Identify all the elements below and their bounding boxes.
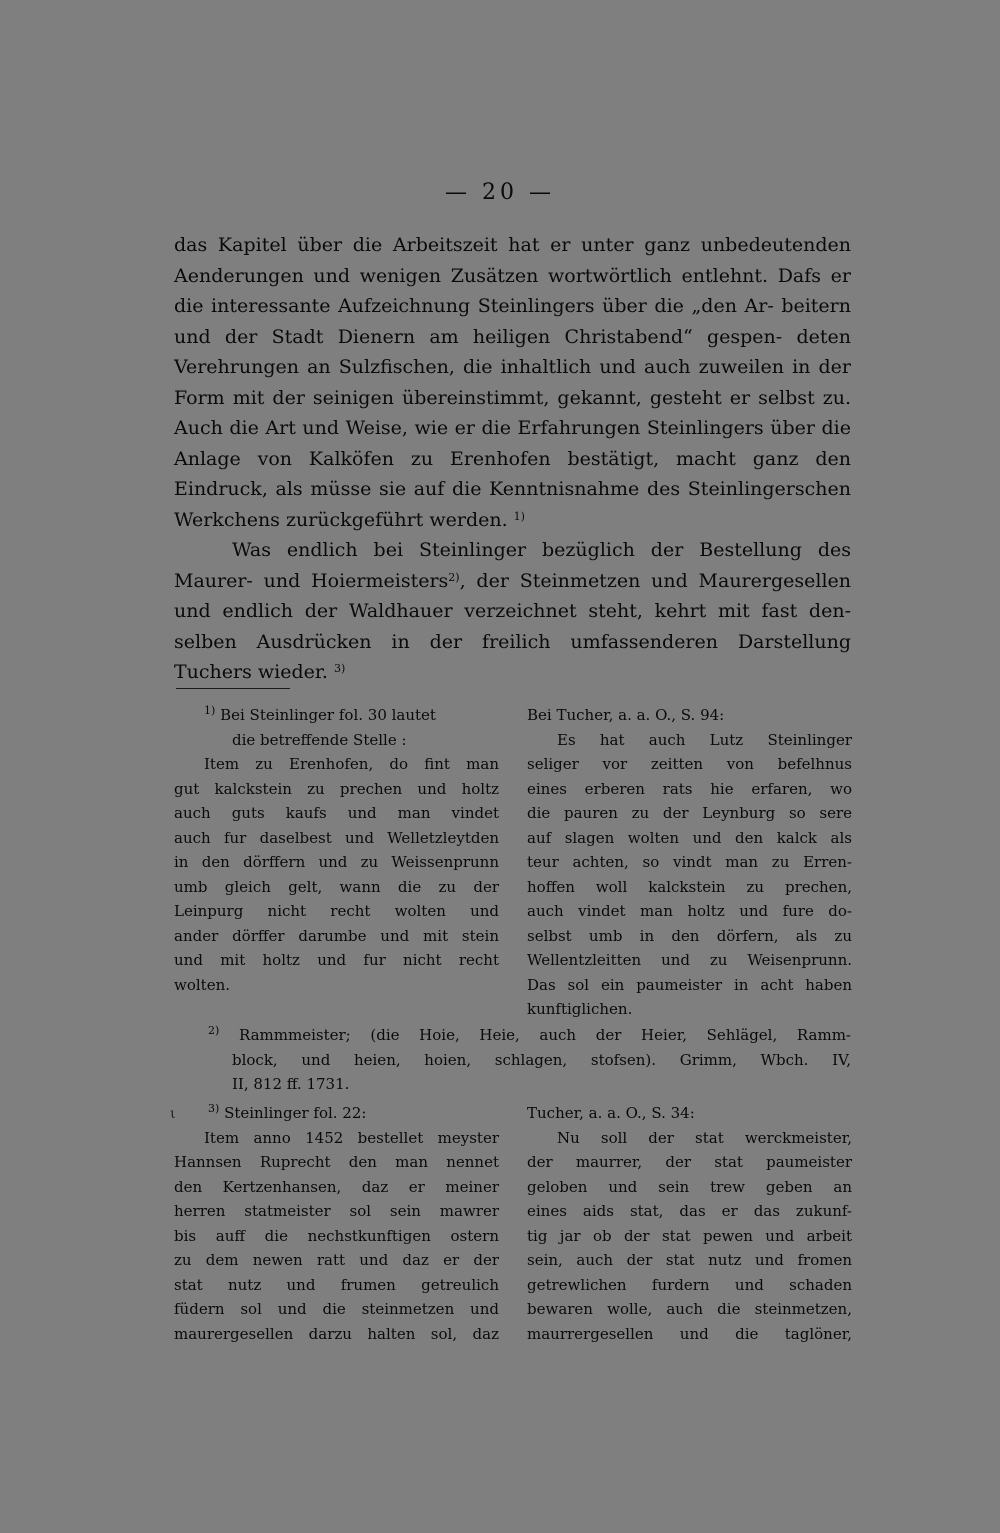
text-line: Aenderungen und wenigen Zusätzen wortwörtlich entlehnt. Dafs (174, 264, 822, 287)
footnote-text: Bei Steinlinger fol. 30 lautet (220, 706, 436, 724)
text-line: selbst zu. Auch die Art und Weise, wie er die Erfahrungen (174, 386, 851, 439)
footnote-line: umb gleich gelt, wann die zu der (174, 877, 499, 896)
footnote-line: Item anno 1452 bestellet meyster (204, 1128, 499, 1147)
text-line: macht ganz den Eindruck, als müsse sie auf die Kenntnisnahme (174, 447, 851, 500)
footnote-line: Wellentzleitten und zu Weisenprunn. (527, 951, 852, 969)
footnote-line: kunftiglichen. (527, 1000, 633, 1018)
footnote-3-left (174, 1101, 499, 1346)
footnote-line: bis auff die nechstkunftigen ostern (174, 1226, 499, 1245)
footnote-line: getrewlichen furdern und schaden (527, 1275, 852, 1294)
footnote-line: auch fur daselbest und Welletzleytden (174, 828, 499, 847)
footnote-line: Item zu Erenhofen, do fint man (204, 755, 499, 773)
footnote-line: geloben und sein trew geben an (527, 1177, 852, 1196)
text-line: er die interessante Aufzeichnung Steinlingers über die „den Ar- (174, 264, 851, 317)
footnote-line: hoffen woll kalckstein zu prechen, (527, 877, 852, 896)
text-line: Maurer- und Hoiermeisters (174, 569, 449, 592)
footnote-line: stat nutz und frumen getreulich (174, 1275, 499, 1294)
text-line: in der Form mit der seinigen übereinstimmt, gekannt, gesteht er (174, 356, 851, 409)
footnote-line: die pauren zu der Leynburg so sere (527, 804, 852, 822)
text-line: des Steinlingerschen Werkchens zurückgeführt werden. (174, 478, 851, 531)
footnote-line: Nu soll der stat werckmeister, (557, 1128, 852, 1147)
footnote-line: die betreffende Stelle : (232, 730, 407, 749)
text-line: das Kapitel über die Arbeitszeit hat er unter ganz unbedeutenden (174, 234, 851, 256)
footnote-2 (174, 1023, 851, 1097)
footnote-line: bewaren wolle, auch die steinmetzen, (527, 1300, 852, 1318)
text-line: Was endlich bei Steinlinger bezüglich der Bestellung des (232, 539, 851, 561)
footnote-ref-3[interactable]: 3) (333, 662, 346, 675)
page-number: — 20 — (445, 180, 555, 205)
footnote-line (174, 1101, 499, 1126)
text-line: , der Steinmetzen und Maurergesellen (459, 569, 851, 592)
footnote-line: zu dem newen ratt und daz er der (174, 1251, 499, 1269)
text-line: selben Ausdrücken in der freilich umfassenderen Darstellung (174, 630, 851, 653)
footnote-line: II, 812 ff. 1731. (232, 1075, 350, 1093)
footnote-line (174, 703, 499, 728)
footnote-line: Leinpurg nicht recht wolten und (174, 902, 499, 920)
footnote-line: Bei Tucher, a. a. O., S. 94: (527, 706, 725, 724)
footnote-1-right (527, 703, 852, 1022)
footnote-line: eines erberen rats hie erfaren, wo (527, 779, 852, 798)
footnote-marker: 1) (204, 704, 216, 717)
footnote-line: füdern sol und die steinmetzen und (174, 1300, 499, 1318)
text-line: beitern und der Stadt Dienern am heiligen Christabend“ gespen- (174, 295, 851, 348)
footnote-line: maurrergesellen und die taglöner, (527, 1324, 852, 1343)
footnote-1-left (174, 703, 499, 997)
footnote-line: der maurrer, der stat paumeister (527, 1153, 852, 1171)
footnote-line: gut kalckstein zu prechen und holtz (174, 779, 499, 798)
footnote-line: und mit holtz und fur nicht recht (174, 951, 499, 969)
footnote-ref-2[interactable]: 2) (448, 570, 460, 584)
footnote-line: tig jar ob der stat pewen und arbeit (527, 1226, 852, 1245)
text-line: Tuchers wieder. (174, 661, 334, 683)
footnote-marker: 2) (208, 1024, 220, 1037)
footnote-line: teur achten, so vindt man zu Erren- (527, 853, 852, 871)
footnote-divider (176, 688, 290, 689)
margin-mark: ι (170, 1106, 176, 1122)
footnote-line: auch guts kaufs und man vindet (174, 804, 499, 822)
footnote-line: selbst umb in den dörfern, als zu (527, 926, 852, 945)
footnote-line: ander dörffer darumbe und mit stein (174, 926, 499, 945)
footnote-line: block, und heien, hoien, schlagen, stofsen). Grimm, Wbch. IV, (232, 1050, 851, 1069)
paragraph-1 (174, 230, 851, 535)
footnote-text: Rammmeister; (die Hoie, Heie, auch der Heier, Sehlägel, Ramm- (238, 1026, 851, 1044)
footnote-marker: 3) (208, 1102, 220, 1115)
footnote-line: eines aids stat, das er das zukunf- (527, 1202, 852, 1220)
footnote-line: Tucher, a. a. O., S. 34: (527, 1104, 695, 1122)
footnote-text: Steinlinger fol. 22: (224, 1104, 367, 1122)
footnote-3-right (527, 1101, 852, 1346)
footnote-line: den Kertzenhansen, daz er meiner (174, 1177, 499, 1196)
footnote-line: Es hat auch Lutz Steinlinger (557, 730, 852, 749)
footnote-line: seliger vor zeitten von befelhnus (527, 755, 852, 773)
footnote-line: herren statmeister sol sein mawrer (174, 1202, 499, 1220)
footnote-line: Das sol ein paumeister in acht haben (527, 975, 852, 994)
paragraph-2 (174, 535, 851, 688)
footnote-line: Hannsen Ruprecht den man nennet (174, 1153, 499, 1171)
footnote-line: in den dörffern und zu Weissenprunn (174, 853, 499, 871)
main-text (174, 230, 851, 688)
footnote-line: wolten. (174, 975, 231, 994)
text-line: deten Verehrungen an Sulzfischen, die inhaltlich und auch zuweilen (174, 325, 851, 378)
text-line: und endlich der Waldhauer verzeichnet steht, kehrt mit fast den- (174, 600, 851, 622)
footnote-line (174, 1023, 851, 1048)
footnote-line: maurergesellen darzu halten sol, daz (174, 1324, 499, 1343)
footnote-line: auf slagen wolten und den kalck als (527, 828, 852, 847)
footnote-line: sein, auch der stat nutz und fromen (527, 1251, 852, 1269)
footnote-ref-1[interactable]: 1) (513, 509, 525, 523)
text-line: Steinlingers über die Anlage von Kalköfen zu Erenhofen bestätigt, (174, 417, 851, 470)
footnote-line: auch vindet man holtz und fure do- (527, 902, 852, 920)
